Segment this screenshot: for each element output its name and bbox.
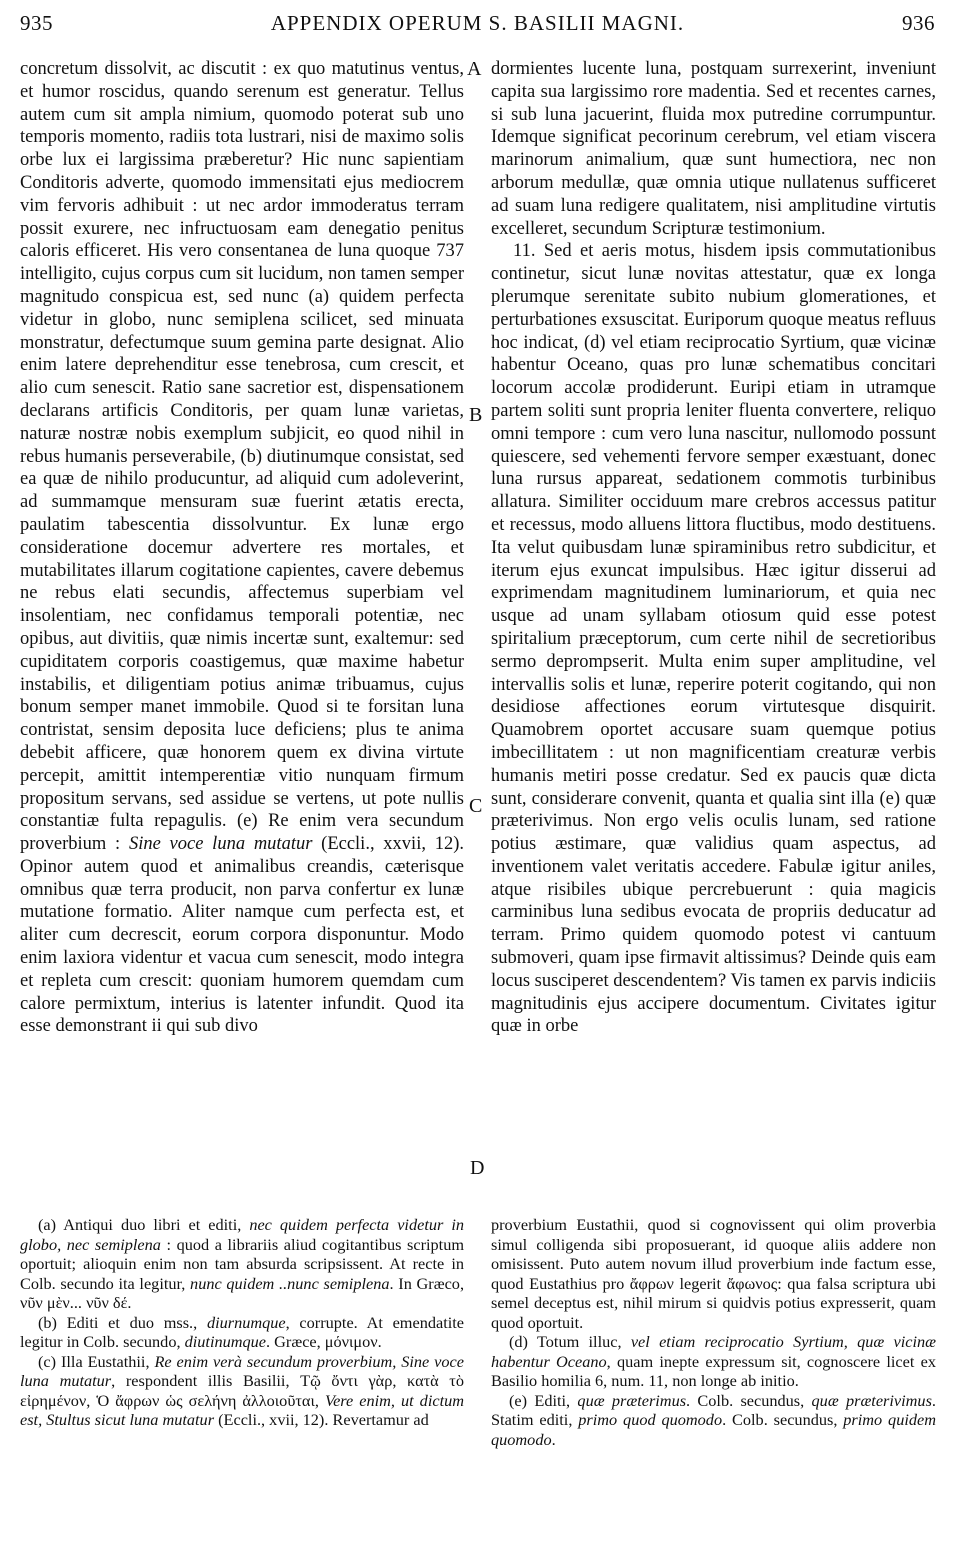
footnote-italic: primo quod quomodo	[578, 1410, 723, 1429]
section-marker-b: B	[469, 404, 483, 426]
proverb-italic: Sine voce luna mutatur	[128, 834, 313, 855]
footnote-text: , quam inepte expressum sit, cognoscere licet ex Basilio homilia 6, num. 11, non longe ab initio.	[491, 1351, 936, 1390]
page-number-right: 936	[901, 10, 935, 35]
footnote-italic: diutinumque	[184, 1332, 267, 1351]
left-column	[20, 58, 464, 1038]
footnote-text: Antiqui duo libri et editi,	[56, 1215, 250, 1234]
footnote-label: (a)	[38, 1215, 57, 1234]
footnote-text: , corrupte. At emendatite legitur in Colb. secundo,	[20, 1312, 464, 1351]
section-marker-d: D	[470, 1157, 485, 1179]
page-header	[20, 6, 935, 40]
footnote-label: (b)	[38, 1312, 57, 1332]
footnote-text: . Colb. secundus,	[686, 1390, 812, 1410]
footnote-label: (e)	[509, 1390, 528, 1410]
footnotes-left	[20, 1215, 464, 1430]
footnote-text: . Colb. secundus,	[722, 1410, 844, 1429]
left-text-cont: (Eccli., xxvii, 12). Opinor autem quod et animalibus creandis, cæterisque omnibus quæ terra producit, non parva confertur ex lunæ mutatione formatio. Aliter namque cum perfecta est, et aliter cum decrescit, eorum corpora disponuntur. Modo enim laxiora videntur et vacua cum senescit, modo integra et repleta cum crescit: quoniam humorem quemdam cum calore permixtum, interius is latenter infundit. Quod ita esse demonstrant ii qui sub divo	[20, 834, 464, 1037]
footnote-c-continued: proverbium Eustathii, quod si cognovissent qui olim proverbia simul colligenda sibi proposuerant, id quoque aliis addere non omisissent. Puto autem novum illud proverbium inde factum esse, quod Eustathius pro ἄφρων legerit ἄφωνος: qua falsa scriptura ubi semel deceptus est, nihil mirum si quidvis potius expresserit, quam quod oportuit.	[491, 1215, 936, 1332]
right-column	[491, 58, 936, 1038]
footnote-italic: vel etiam reciprocatio Syrtium, quæ vicinæ habentur Oceano	[491, 1332, 936, 1371]
footnote-label: (c)	[38, 1351, 57, 1371]
footnote-text: .	[551, 1429, 556, 1449]
footnote-text: . Statim editi,	[491, 1390, 936, 1429]
section-marker-c: C	[469, 795, 483, 817]
running-title: APPENDIX OPERUM S. BASILII MAGNI.	[270, 10, 685, 35]
footnote-e	[491, 1391, 936, 1450]
footnote-a	[20, 1215, 464, 1313]
footnote-text: . In Græco, νῦν μὲν... νῦν δέ.	[20, 1273, 465, 1312]
footnote-italic: Re enim verà secundum proverbium, Sine voce luna mutatur	[20, 1351, 464, 1390]
footnote-label: (d)	[509, 1332, 528, 1351]
footnote-text: Illa Eustathii,	[56, 1351, 155, 1371]
footnote-text: (Eccli., xvii, 12). Revertamur ad	[214, 1410, 429, 1429]
footnote-italic: diurnumque	[206, 1312, 286, 1332]
left-text: concretum dissolvit, ac discutit : ex quo matutinus ventus, et humor roscidus, quando serenum est generatur. Tellus autem cum sit ampla nimium, quomodo poterat sub uno temporis momento, radiis tota lustrari, nisi de maximo solis orbe lux ei largissima præberetur? Hic nunc sapientiam Conditoris adverte, quomodo immensitati ejus mediocrem vim fervoris adhibuit : ut nec ardor immoderatus terram possit exurere, nec infructuosam eam denegatio penitus caloris efficeret. His vero consentanea de luna quoque 737 intelligito, cujus corpus cum sit lucidum, non tamen semper magnitudo conspicua est, sed nunc (a) quidem perfecta videtur in globo, nunc semiplena scilicet, sed minuata monstratur, defectumque suum gemina parte designat. Alio enim latere deprehenditur esse tenebrosa, cum crescit, et alio cum senescit. Ratio sane sacretior est, dispensationem declarans artificis Conditoris, per quam lunæ varietas, naturæ nostræ nobis exemplum subjicit, eo quod nihil in rebus humanis perseverabile, (b) diutinumque consistat, sed ea quæ de nihilo producuntur, ad aliquid cum adoleverint, ad summamque mensuram suæ fuerint ætatis erecta, paulatim tabescentia dissolvuntur. Ex lunæ ergo consideratione docemur advertere res mortales, et mutabilitates illarum cogitatione capientes, cavere debemus ne rebus elati secundis, affectemus superbiam vel insolentiam, nec confidamus temporali potentiæ, nec opibus, aut divitiis, quæ nimis incertæ sunt, exaltemur: sed cupiditatem corporis coastigemus, quæ maxime habetur instabilis, et diligentiam potius animæ tribuamus, cujus bonum semper manet immobile. Quod si te forsitan luna contristat, sensim deposita luce deficiens; plus te anima debebit afficere, quæ honorem quem ex divina virtute percepit, amittit intemperentiæ vitio nunquam firmum propositum servans, sed assidue se vertens, ut pote nullis constantiæ fulta repagulis. (e) Re enim vera secundum proverbium :	[20, 59, 464, 855]
footnote-b	[20, 1313, 464, 1352]
section-marker-a: A	[467, 58, 482, 80]
footnote-italic: nunc quidem ..nunc semiplena	[190, 1273, 390, 1293]
left-paragraph	[20, 58, 464, 1038]
footnote-italic: quæ præterimus	[577, 1390, 687, 1410]
footnote-text: , respondent illis Basilii, Τῷ ὄντι γὰρ, κατὰ τὸ εἰρημένον, Ὁ ἄφρων ὡς σελήνη ἀλλοιοῦται,	[20, 1371, 464, 1410]
footnote-text: : quod a librariis aliud cogitantibus scriptum oportuit; alioquin enim non tam absurda scripsissent. At recte in Colb. secundo ita legitur,	[20, 1234, 465, 1293]
footnote-text: Editi,	[527, 1390, 578, 1410]
right-paragraph-2: 11. Sed et aeris motus, hisdem ipsis commutationibus continetur, sicut lunæ novitas attestatur, quæ ex longa plerumque serenitate subito nubium glomerationes, et perturbationes exsuscitat. Euriporum quoque meatus refluus hoc indicat, (d) vel etiam reciprocatio Syrtium, quæ vicinæ habentur Oceano, quas pro lunæ schematibus concitari locorum accolæ prodiderunt. Euripi etiam in utramque partem soliti sunt propria leniter fluenta convertere, reliquo omni tempore : cum vero luna nascitur, nullomodo possunt quiescere, sed vehementi fervore semper exæstuant, donec luna rursus appareat, sedationem commotis turbinibus allatura. Similiter occiduum mare crebros accessus patitur et recessus, modo alluens littora fluctibus, modo destituens. Ita velut quibusdam lunæ spiraminibus retro subdicitur, et iterum ejus exuncat impulsibus. Hæc igitur disserui ad exprimendam magnitudinem luminariorum, et quia nec usque ad unam syllabam otiosum quid esse potest spiritalium præceptorum, cum certe nihil de secretioribus sermo deprompserit. Multa enim super amplitudine, vel intervallis solis et lunæ, reperire poterit cogitando, qui non desidiose affectiones eorum virtutesque disquirit. Quamobrem oportet accusare suam quemque potius imbecillitatem : ut non magnificentiam creaturæ verbis humanis metiri posse credatur. Sed ex paucis quæ dicta sunt, considerare convenit, quanta et qualia sint illa (e) quæ præterivimus. Non ergo velis oculis lunam, sed ratione potius æstimare, quæ validius quam aspectus, ad inventionem valet veritatis accedere. Fabulæ igitur aniles, atque risibiles ubique percrebuerunt : quia magicis carminibus luna sedibus evocata de propriis deducatur ad terram. Primo quidem quomodo potest vi cantuum submoveri, quam ipse firmavit altissimus? Deinde quis eam locus susciperet descendentem? Vis tamen ex parvis indiciis magnitudinis ejus accipere documentum. Civitates igitur quæ in orbe	[491, 241, 936, 1037]
footnote-italic: quæ præterivimus	[811, 1390, 932, 1410]
footnote-italic: primo quidem quomodo	[491, 1410, 936, 1449]
footnote-d	[491, 1332, 936, 1391]
footnote-italic: Vere enim, ut dictum est, Stultus sicut luna mutatur	[20, 1390, 464, 1429]
footnote-text: Editi et duo mss.,	[56, 1312, 207, 1332]
footnote-text: . Græce, μόνιμον.	[266, 1332, 382, 1351]
footnote-c	[20, 1352, 464, 1430]
right-paragraph-1: dormientes lucente luna, postquam surrexerint, inveniunt capita sua largissimo rore madentia. Sed et recentes carnes, si sub luna jacuerint, fluida mox putredine corrumpuntur. Idemque significat pecorinum cerebrum, vel etiam viscera marinorum animalium, quæ sunt humectiora, nec non arborum medullæ, quæ omnia utique nullatenus sufficeret ad suam luna redigere qualitatem, nisi amplitudine virtutis excelleret, secundum Scripturæ testimonium.	[491, 59, 936, 239]
page-number-left: 935	[20, 10, 53, 35]
footnote-text: Totum illuc,	[527, 1332, 631, 1351]
footnote-italic: nec quidem perfecta videtur in globo, nec semiplena	[20, 1215, 464, 1254]
footnotes-right	[491, 1215, 936, 1449]
